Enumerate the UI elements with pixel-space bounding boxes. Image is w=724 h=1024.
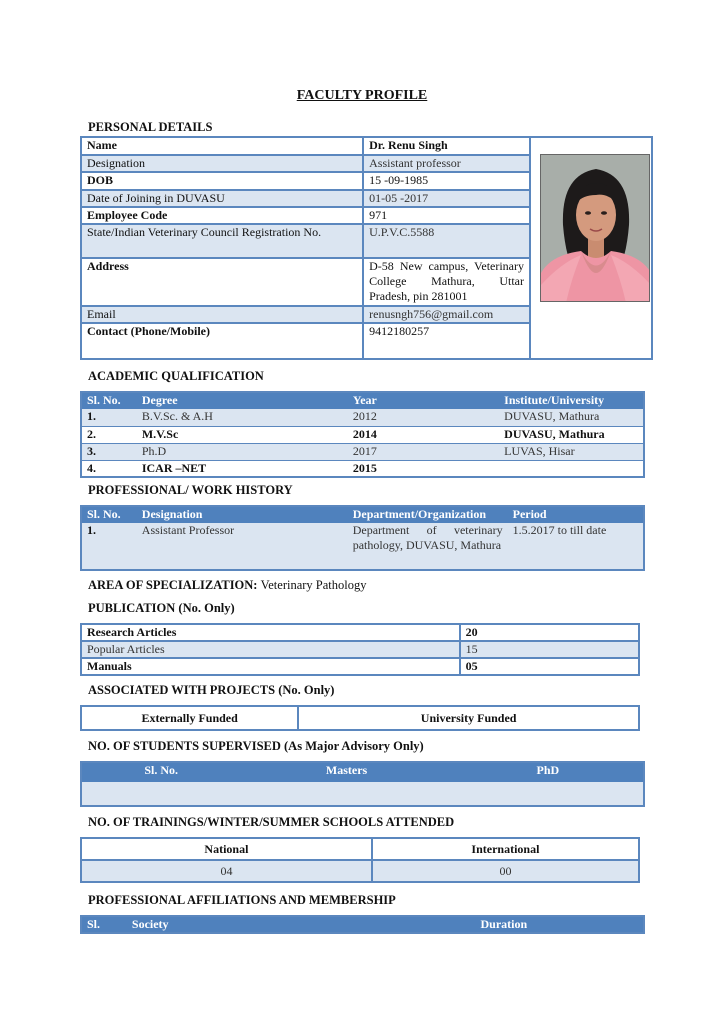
trainings-header-row	[81, 838, 639, 860]
academic-col-degree: Degree	[137, 392, 348, 409]
work-cell: Assistant Professor	[137, 523, 348, 570]
personal-row-dob	[82, 172, 530, 190]
academic-cell: B.V.Sc. & A.H	[137, 409, 348, 426]
academic-cell: DUVASU, Mathura	[499, 426, 644, 443]
table-row	[81, 409, 644, 426]
value-dob: 15 -09-1985	[363, 172, 530, 190]
academic-cell: M.V.Sc	[137, 426, 348, 443]
work-cell: Department of veterinary pathology, DUVASU, Mathura	[348, 523, 508, 570]
academic-col-slno: Sl. No.	[81, 392, 137, 409]
value-joining: 01-05 -2017	[363, 190, 530, 207]
affiliations-table	[80, 915, 645, 934]
personal-row-name	[82, 138, 530, 155]
value-employee-code: 971	[363, 207, 530, 224]
table-row	[81, 460, 644, 477]
page-title: FACULTY PROFILE	[296, 88, 428, 103]
academic-cell: 1.	[81, 409, 137, 426]
table-row	[81, 641, 639, 658]
personal-details-heading: PERSONAL DETAILS	[88, 120, 213, 134]
academic-cell: Ph.D	[137, 443, 348, 460]
trainings-national-value: 04	[81, 860, 372, 882]
value-address: D-58 New campus, Veterinary College Mathura, Uttar Pradesh, pin 281001	[363, 258, 530, 306]
work-history-table	[80, 505, 645, 571]
trainings-heading: NO. OF TRAININGS/WINTER/SUMMER SCHOOLS ATTENDED	[88, 815, 455, 829]
work-cell: 1.	[81, 523, 137, 570]
projects-col-university: University Funded	[298, 706, 639, 730]
academic-table	[80, 391, 645, 478]
personal-row-employee-code	[82, 207, 530, 224]
publication-value: 20	[460, 624, 639, 641]
personal-row-registration	[82, 224, 530, 258]
affiliations-header-row	[81, 916, 644, 933]
table-row	[81, 706, 639, 730]
projects-col-external: Externally Funded	[81, 706, 298, 730]
publication-value: 05	[460, 658, 639, 675]
projects-table	[80, 705, 640, 731]
photo-cell	[531, 138, 651, 358]
profile-photo	[540, 154, 650, 302]
students-col-phd: PhD	[453, 762, 644, 782]
projects-heading: ASSOCIATED WITH PROJECTS (No. Only)	[88, 683, 335, 697]
value-registration: U.P.V.C.5588	[363, 224, 530, 258]
table-row	[81, 523, 644, 570]
work-col-period: Period	[508, 506, 644, 523]
label-contact: Contact (Phone/Mobile)	[82, 323, 363, 358]
label-designation: Designation	[82, 155, 363, 172]
value-designation: Assistant professor	[363, 155, 530, 172]
academic-header-row	[81, 392, 644, 409]
academic-col-institute: Institute/University	[499, 392, 644, 409]
work-header-row	[81, 506, 644, 523]
personal-row-designation	[82, 155, 530, 172]
table-row	[81, 782, 644, 806]
affiliations-heading: PROFESSIONAL AFFILIATIONS AND MEMBERSHIP	[88, 893, 396, 907]
publication-label: Popular Articles	[81, 641, 460, 658]
academic-cell: 2017	[348, 443, 499, 460]
academic-cell: ICAR –NET	[137, 460, 348, 477]
students-col-masters: Masters	[240, 762, 452, 782]
label-email: Email	[82, 306, 363, 323]
affiliations-col-duration: Duration	[476, 916, 645, 933]
label-name: Name	[82, 138, 363, 155]
value-email: renusngh756@gmail.com	[363, 306, 530, 323]
label-employee-code: Employee Code	[82, 207, 363, 224]
publication-table	[80, 623, 640, 676]
publication-value: 15	[460, 641, 639, 658]
publication-label: Research Articles	[81, 624, 460, 641]
students-header-row	[81, 762, 644, 782]
table-row	[81, 658, 639, 675]
label-address: Address	[82, 258, 363, 306]
students-table	[80, 761, 645, 807]
academic-cell: 4.	[81, 460, 137, 477]
specialization-line	[88, 578, 367, 593]
table-row	[81, 426, 644, 443]
work-history-heading: PROFESSIONAL/ WORK HISTORY	[88, 483, 293, 497]
specialization-heading: AREA OF SPECIALIZATION:	[88, 578, 258, 592]
trainings-table	[80, 837, 640, 883]
table-row	[81, 860, 639, 882]
table-row	[81, 443, 644, 460]
academic-cell: 2012	[348, 409, 499, 426]
personal-row-contact	[82, 323, 530, 358]
personal-row-joining	[82, 190, 530, 207]
publication-label: Manuals	[81, 658, 460, 675]
academic-heading: ACADEMIC QUALIFICATION	[88, 369, 264, 383]
academic-cell: 2014	[348, 426, 499, 443]
trainings-international-value: 00	[372, 860, 639, 882]
work-cell: 1.5.2017 to till date	[508, 523, 644, 570]
students-heading: NO. OF STUDENTS SUPERVISED (As Major Advisory Only)	[88, 739, 424, 753]
academic-cell	[499, 460, 644, 477]
personal-row-address	[82, 258, 530, 306]
personal-details-table	[80, 136, 653, 360]
academic-cell: 2015	[348, 460, 499, 477]
academic-col-year: Year	[348, 392, 499, 409]
work-col-department: Department/Organization	[348, 506, 508, 523]
academic-cell: 3.	[81, 443, 137, 460]
personal-row-email	[82, 306, 530, 323]
value-contact: 9412180257	[363, 323, 530, 358]
trainings-col-national: National	[81, 838, 372, 860]
academic-cell: 2.	[81, 426, 137, 443]
academic-cell: DUVASU, Mathura	[499, 409, 644, 426]
table-row	[81, 624, 639, 641]
affiliations-col-sl: Sl.	[81, 916, 127, 933]
students-col-slno: Sl. No.	[81, 762, 240, 782]
specialization-value: Veterinary Pathology	[260, 578, 367, 592]
publication-heading: PUBLICATION (No. Only)	[88, 601, 235, 615]
affiliations-col-society: Society	[127, 916, 476, 933]
academic-cell: LUVAS, Hisar	[499, 443, 644, 460]
value-name: Dr. Renu Singh	[363, 138, 530, 155]
trainings-col-international: International	[372, 838, 639, 860]
label-joining: Date of Joining in DUVASU	[82, 190, 363, 207]
label-registration: State/Indian Veterinary Council Registration No.	[82, 224, 363, 258]
work-col-slno: Sl. No.	[81, 506, 137, 523]
label-dob: DOB	[82, 172, 363, 190]
work-col-designation: Designation	[137, 506, 348, 523]
